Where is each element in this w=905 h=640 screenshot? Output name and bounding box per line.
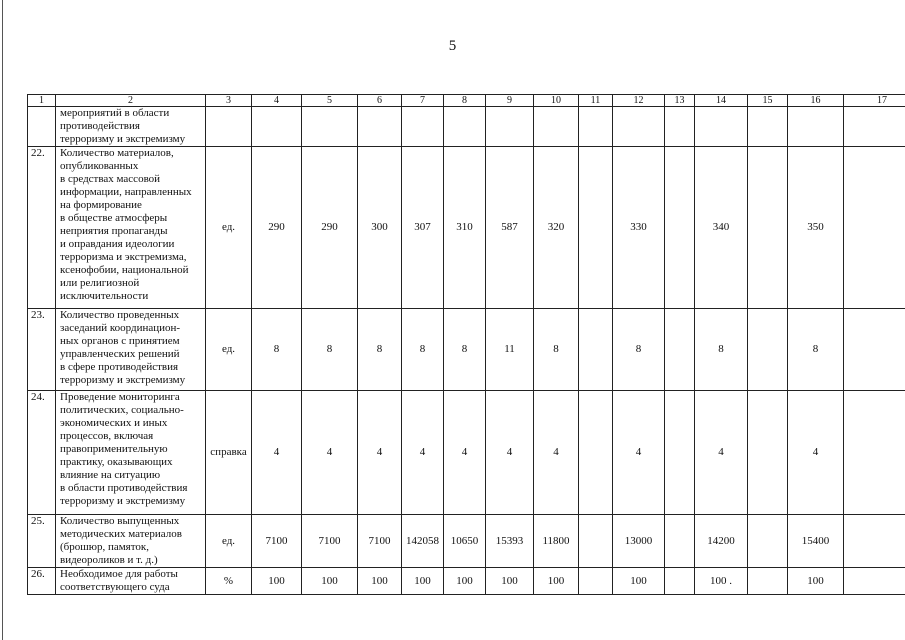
value-cell-col-15 (748, 515, 788, 568)
value-cell-col-15 (748, 147, 788, 309)
indicator-name-line: опубликованных (60, 160, 139, 172)
indicator-name-line: в средствах массовой (60, 173, 161, 185)
indicator-name-line: заседаний координацион- (60, 322, 181, 334)
value-cell-col-16: 15400 (788, 515, 844, 568)
value-cell-col-17 (844, 568, 905, 595)
value-cell-col-7: 4 (402, 391, 444, 515)
column-number-16: 16 (788, 95, 844, 107)
indicator-name-line: практику, оказывающих (60, 456, 173, 468)
value-cell-col-17 (844, 147, 905, 309)
column-number-13: 13 (665, 95, 695, 107)
column-number-11: 11 (579, 95, 613, 107)
indicator-name-line: политических, социально- (60, 404, 184, 416)
indicator-name-line: экономических и иных (60, 417, 168, 429)
indicator-name-line: (брошюр, памяток, (60, 541, 149, 553)
value-cell-col-11 (579, 568, 613, 595)
table-row (28, 309, 905, 391)
value-cell-col-15 (748, 309, 788, 391)
value-cell-col-15 (748, 568, 788, 595)
row-number-cell: 26. (28, 568, 56, 595)
indicator-name-line: на формирование (60, 199, 142, 211)
row-number-cell: 25. (28, 515, 56, 568)
value-cell-col-12: 100 (613, 568, 665, 595)
value-cell-col-11 (579, 107, 613, 147)
indicator-name-line: Количество материалов, (60, 147, 174, 159)
column-number-7: 7 (402, 95, 444, 107)
value-cell-col-14 (695, 107, 748, 147)
indicator-name-cell (56, 107, 206, 147)
column-number-8: 8 (444, 95, 486, 107)
indicator-name-line: соответствующего суда (60, 581, 170, 593)
value-cell-col-7: 307 (402, 147, 444, 309)
value-cell-col-4: 290 (252, 147, 302, 309)
value-cell-col-16: 4 (788, 391, 844, 515)
value-cell-col-16: 100 (788, 568, 844, 595)
value-cell-col-9: 587 (486, 147, 534, 309)
indicator-name-line: терроризму и экстремизму (60, 495, 186, 507)
indicator-name-line: Количество выпущенных (60, 515, 180, 527)
value-cell-col-17 (844, 391, 905, 515)
value-cell-col-11 (579, 309, 613, 391)
value-cell-col-5: 7100 (302, 515, 358, 568)
table-row (28, 147, 905, 309)
value-cell-col-8 (444, 107, 486, 147)
indicator-name-line: влияние на ситуацию (60, 469, 161, 481)
value-cell-col-13 (665, 147, 695, 309)
table-row (28, 391, 905, 515)
indicator-name-line: в области противодействия (60, 482, 188, 494)
value-cell-col-11 (579, 515, 613, 568)
column-number-15: 15 (748, 95, 788, 107)
value-cell-col-16: 350 (788, 147, 844, 309)
value-cell-col-12 (613, 107, 665, 147)
indicator-name-cell (56, 568, 206, 595)
column-number-6: 6 (358, 95, 402, 107)
indicator-name-line: терроризма и экстремизма, (60, 251, 187, 263)
value-cell-col-6: 8 (358, 309, 402, 391)
indicator-name-cell (56, 147, 206, 309)
value-cell-col-4: 8 (252, 309, 302, 391)
indicator-name-cell (56, 391, 206, 515)
value-cell-col-9: 15393 (486, 515, 534, 568)
unit-cell: ед. (206, 515, 252, 568)
value-cell-col-6: 100 (358, 568, 402, 595)
page-left-edge-line (2, 0, 3, 640)
value-cell-col-5 (302, 107, 358, 147)
value-cell-col-13 (665, 309, 695, 391)
value-cell-col-11 (579, 391, 613, 515)
indicator-name-line: методических материалов (60, 528, 182, 540)
indicators-table (27, 94, 905, 595)
value-cell-col-14: 4 (695, 391, 748, 515)
value-cell-col-9: 11 (486, 309, 534, 391)
indicator-name-line: ных органов с принятием (60, 335, 180, 347)
value-cell-col-9: 4 (486, 391, 534, 515)
value-cell-col-12: 13000 (613, 515, 665, 568)
indicator-name-line: терроризму и экстремизму (60, 374, 186, 386)
value-cell-col-17 (844, 107, 905, 147)
value-cell-col-10: 8 (534, 309, 579, 391)
value-cell-col-8: 8 (444, 309, 486, 391)
row-number-cell (28, 107, 56, 147)
indicator-name-line: терроризму и экстремизму (60, 133, 186, 145)
indicator-name-cell (56, 309, 206, 391)
value-cell-col-13 (665, 568, 695, 595)
column-number-2: 2 (56, 95, 206, 107)
value-cell-col-14: 8 (695, 309, 748, 391)
value-cell-col-16 (788, 107, 844, 147)
value-cell-col-10: 4 (534, 391, 579, 515)
value-cell-col-11 (579, 147, 613, 309)
indicator-name-line: видеороликов и т. д.) (60, 554, 158, 566)
value-cell-col-6: 7100 (358, 515, 402, 568)
value-cell-col-13 (665, 391, 695, 515)
row-number-cell: 24. (28, 391, 56, 515)
value-cell-col-13 (665, 515, 695, 568)
indicator-name-line: Количество проведенных (60, 309, 180, 321)
indicator-name-line: и оправдания идеологии (60, 238, 175, 250)
column-number-9: 9 (486, 95, 534, 107)
column-number-17: 17 (844, 95, 905, 107)
indicator-name-line: мероприятий в области (60, 107, 170, 119)
value-cell-col-10: 100 (534, 568, 579, 595)
value-cell-col-8: 310 (444, 147, 486, 309)
value-cell-col-10: 11800 (534, 515, 579, 568)
indicator-name-line: информации, направленных (60, 186, 192, 198)
column-number-12: 12 (613, 95, 665, 107)
indicator-name-cell (56, 515, 206, 568)
value-cell-col-9: 100 (486, 568, 534, 595)
value-cell-col-7: 142058 (402, 515, 444, 568)
value-cell-col-9 (486, 107, 534, 147)
value-cell-col-4: 7100 (252, 515, 302, 568)
value-cell-col-8: 4 (444, 391, 486, 515)
value-cell-col-6: 300 (358, 147, 402, 309)
value-cell-col-12: 4 (613, 391, 665, 515)
value-cell-col-6 (358, 107, 402, 147)
table-row (28, 107, 905, 147)
value-cell-col-5: 100 (302, 568, 358, 595)
value-cell-col-5: 8 (302, 309, 358, 391)
value-cell-col-7: 100 (402, 568, 444, 595)
value-cell-col-8: 10650 (444, 515, 486, 568)
indicator-name-line: в обществе атмосферы (60, 212, 168, 224)
indicator-name-line: правоприменительную (60, 443, 168, 455)
value-cell-col-4: 4 (252, 391, 302, 515)
value-cell-col-5: 290 (302, 147, 358, 309)
table-row (28, 568, 905, 595)
value-cell-col-7 (402, 107, 444, 147)
value-cell-col-15 (748, 391, 788, 515)
value-cell-col-16: 8 (788, 309, 844, 391)
page-number: 5 (448, 38, 457, 54)
value-cell-col-7: 8 (402, 309, 444, 391)
indicator-name-line: ксенофобии, национальной (60, 264, 189, 276)
indicator-name-line: исключительности (60, 290, 149, 302)
column-number-header-row (28, 95, 905, 107)
indicator-name-line: в сфере противодействия (60, 361, 179, 373)
value-cell-col-4: 100 (252, 568, 302, 595)
column-number-10: 10 (534, 95, 579, 107)
unit-cell: ед. (206, 147, 252, 309)
value-cell-col-8: 100 (444, 568, 486, 595)
value-cell-col-13 (665, 107, 695, 147)
value-cell-col-17 (844, 515, 905, 568)
value-cell-col-12: 330 (613, 147, 665, 309)
unit-cell (206, 107, 252, 147)
unit-cell: справка (206, 391, 252, 515)
value-cell-col-5: 4 (302, 391, 358, 515)
value-cell-col-14: 100 . (695, 568, 748, 595)
column-number-3: 3 (206, 95, 252, 107)
unit-cell: ед. (206, 309, 252, 391)
indicator-name-line: неприятия пропаганды (60, 225, 168, 237)
column-number-1: 1 (28, 95, 56, 107)
table-row (28, 515, 905, 568)
indicator-name-line: или религиозной (60, 277, 140, 289)
value-cell-col-17 (844, 309, 905, 391)
indicator-name-line: Проведение мониторинга (60, 391, 180, 403)
indicator-name-line: процессов, включая (60, 430, 154, 442)
value-cell-col-4 (252, 107, 302, 147)
indicator-name-line: противодействия (60, 120, 140, 132)
value-cell-col-10 (534, 107, 579, 147)
indicator-name-line: управленческих решений (60, 348, 180, 360)
row-number-cell: 23. (28, 309, 56, 391)
column-number-4: 4 (252, 95, 302, 107)
value-cell-col-10: 320 (534, 147, 579, 309)
indicators-table-body (28, 95, 905, 595)
value-cell-col-6: 4 (358, 391, 402, 515)
value-cell-col-14: 340 (695, 147, 748, 309)
row-number-cell: 22. (28, 147, 56, 309)
unit-cell: % (206, 568, 252, 595)
value-cell-col-15 (748, 107, 788, 147)
indicator-name-line: Необходимое для работы (60, 568, 178, 580)
column-number-5: 5 (302, 95, 358, 107)
column-number-14: 14 (695, 95, 748, 107)
value-cell-col-14: 14200 (695, 515, 748, 568)
value-cell-col-12: 8 (613, 309, 665, 391)
